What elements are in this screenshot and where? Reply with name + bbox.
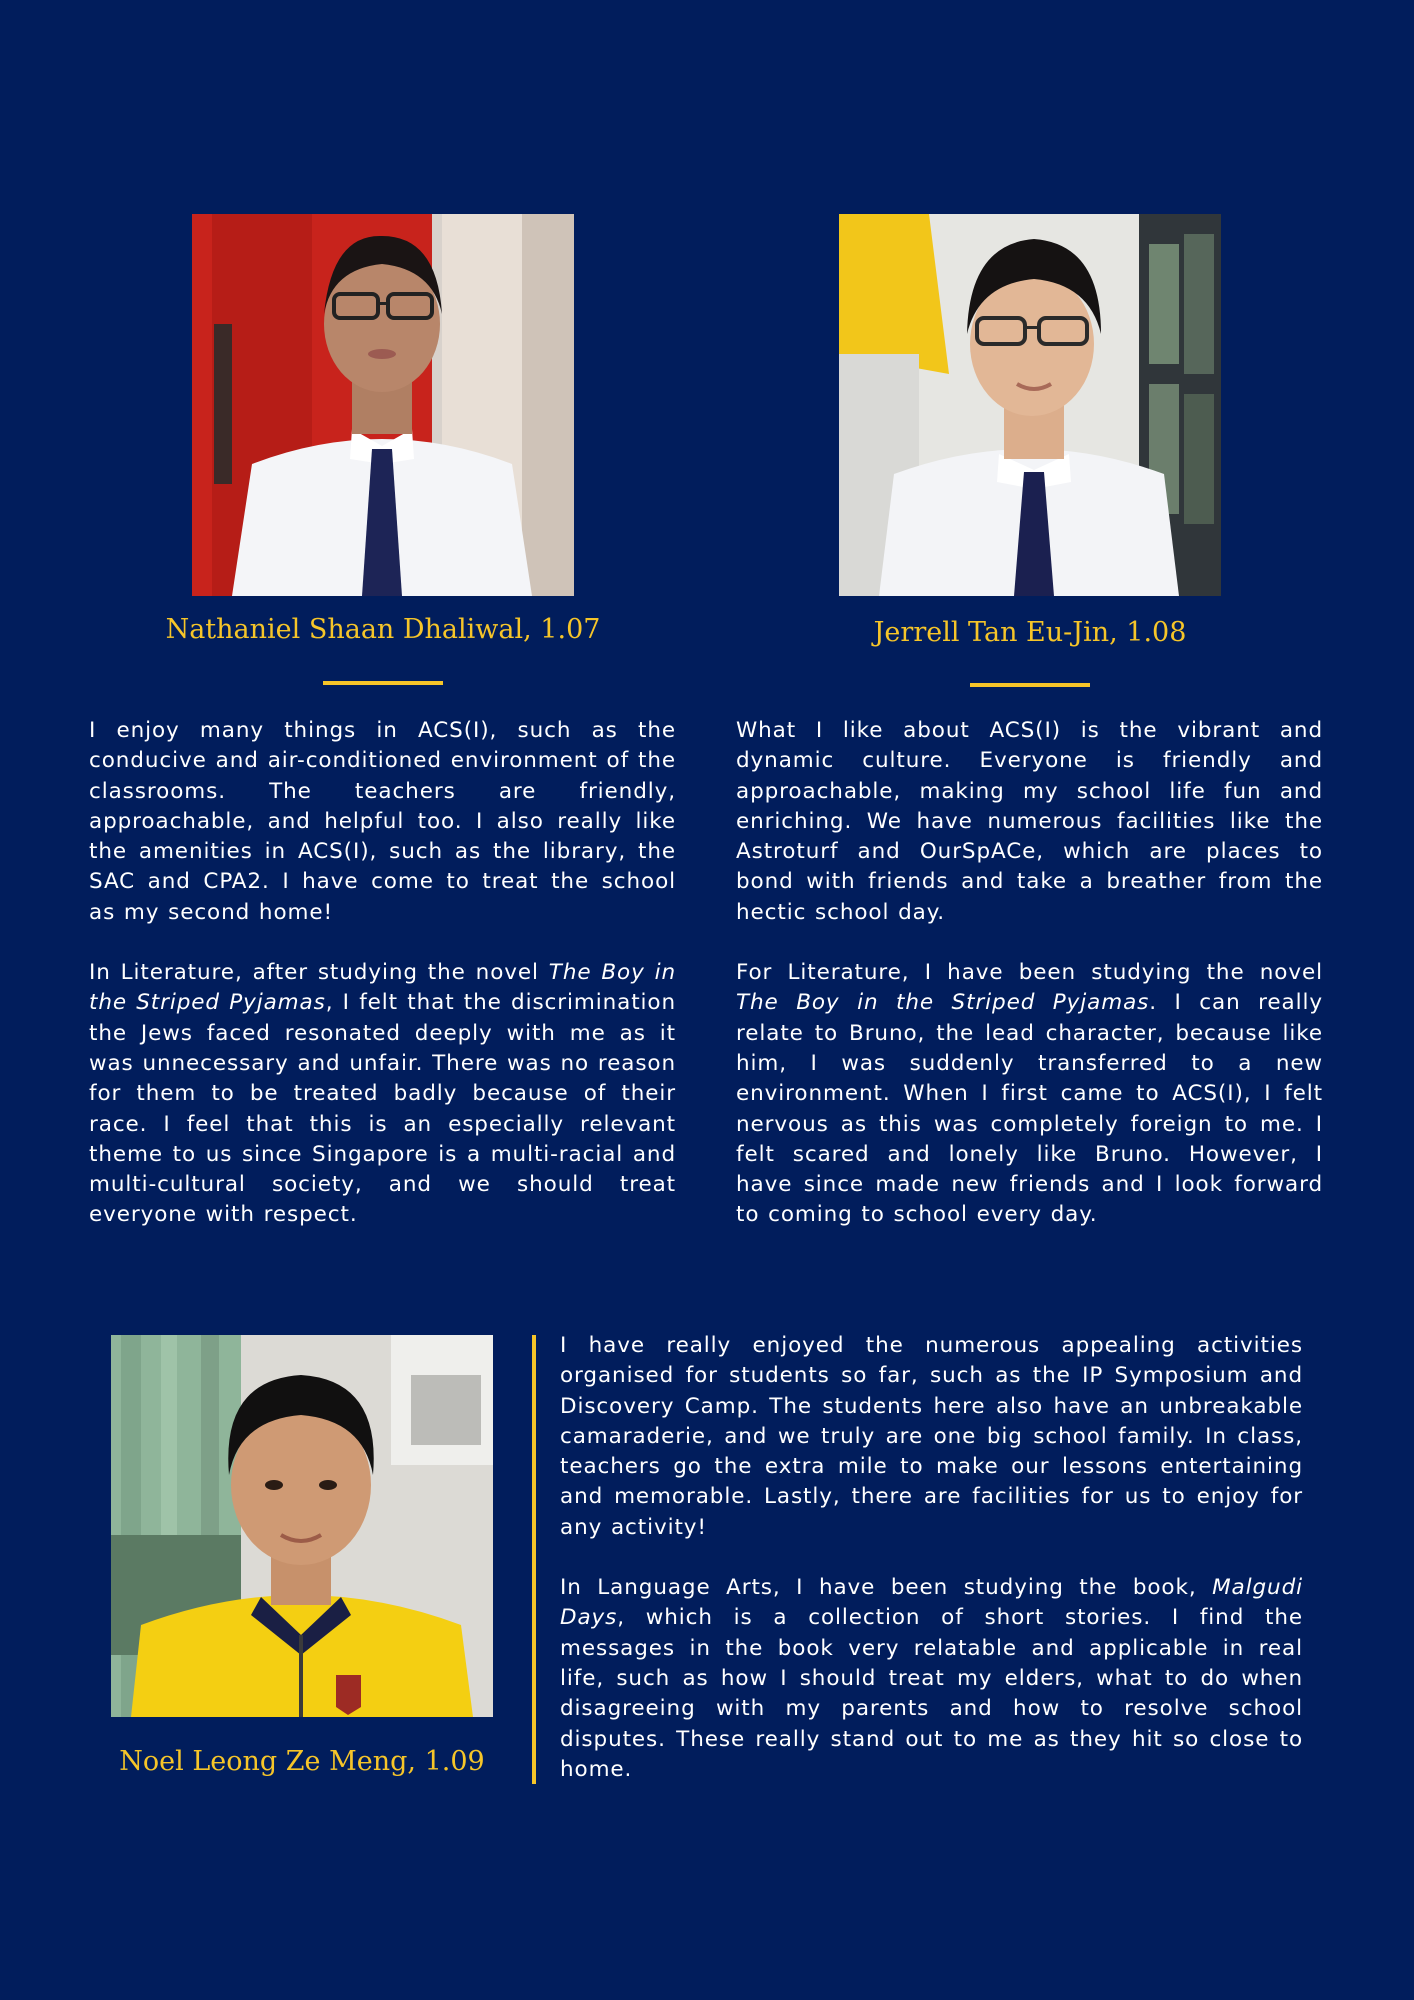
student-testimonial	[89, 716, 676, 1231]
student-photo-nathaniel	[192, 214, 574, 596]
student-name: Jerrell Tan Eu-Jin, 1.08	[873, 617, 1187, 648]
book-title: The Boy in the Striped Pyjamas	[89, 960, 677, 1016]
student-photo-jerrell	[839, 214, 1221, 596]
student-photo-noel	[111, 1335, 493, 1717]
book-title: Malgudi Days	[560, 1575, 1303, 1631]
testimonial-paragraph-2: For Literature, I have been studying the novel The Boy in the Striped Pyjamas. I can really relate to Bruno, the lead character, because like him, I was suddenly transferred to a new environment. When I first came to ACS(I), I felt nervous as this was completely foreign to me. I felt scared and lonely like Bruno. However, I have since made new friends and I look forward to coming to school every day.	[736, 960, 1323, 1228]
student-name: Noel Leong Ze Meng, 1.09	[119, 1746, 485, 1777]
testimonial-paragraph-2: In Language Arts, I have been studying the book, Malgudi Days, which is a collection of short stories. I find the messages in the book very relatable and applicable in real life, such as how I should treat my elders, what to do when disagreeing with my parents and how to resolve school disputes. These really stand out to me as they hit so close to home.	[560, 1575, 1303, 1782]
testimonial-paragraph-1: I have really enjoyed the numerous appealing activities organised for students so far, such as the IP Symposium and Discovery Camp. The students here also have an unbreakable camaraderie, and we truly are one big school family. In class, teachers go the extra mile to make our lessons entertaining and memorable. Lastly, there are facilities for us to enjoy for any activity!	[560, 1333, 1303, 1540]
book-title: The Boy in the Striped Pyjamas	[736, 990, 1150, 1016]
student-testimonial	[736, 716, 1323, 1231]
student-name: Nathaniel Shaan Dhaliwal, 1.07	[165, 614, 601, 645]
student-testimonial	[560, 1331, 1303, 1785]
testimonial-paragraph-2: In Literature, after studying the novel The Boy in the Striped Pyjamas, I felt that the discrimination the Jews faced resonated deeply with me as it was unnecessary and unfair. There was no reason for them to be treated badly because of their race. I feel that this is an especially relevant theme to us since Singapore is a multi-racial and multi-cultural society, and we should treat everyone with respect.	[89, 960, 677, 1228]
testimonial-paragraph-1: What I like about ACS(I) is the vibrant and dynamic culture. Everyone is friendly and approachable, making my school life fun and enriching. We have numerous facilities like the Astroturf and OurSpACe, which are places to bond with friends and take a breather from the hectic school day.	[736, 718, 1323, 925]
testimonial-paragraph-1: I enjoy many things in ACS(I), such as the conducive and air-conditioned environment of the classrooms. The teachers are friendly, approachable, and helpful too. I also really like the amenities in ACS(I), such as the library, the SAC and CPA2. I have come to treat the school as my second home!	[89, 718, 676, 925]
name-underline	[323, 681, 443, 685]
vertical-divider	[532, 1335, 536, 1784]
name-underline	[970, 683, 1090, 687]
